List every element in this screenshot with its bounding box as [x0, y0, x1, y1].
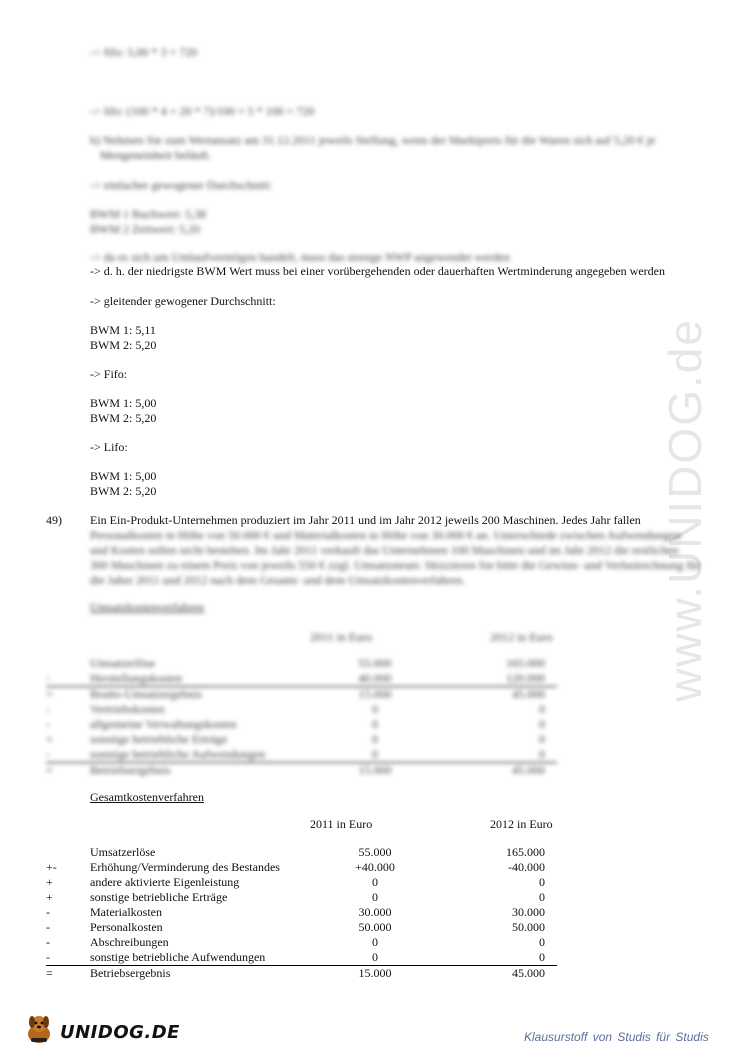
blurred-line: Mengeneinheit beläuft.	[100, 148, 212, 162]
text-line: -> Fifo:	[90, 367, 128, 381]
logo-text: UNIDOG.DE	[60, 1022, 180, 1043]
blurred-line: -> lifo: (100 * 4 + 20 * 7)/100 = 5 * 100 = 720	[90, 104, 315, 118]
text-line: -> Lifo:	[90, 440, 128, 454]
blurred-line: Personalkosten in Höhe von 50.000 € und Materialkosten in Höhe von 30.000 € an. Unterschiede zwischen Aufwendungen	[90, 528, 681, 542]
task-number: 49)	[46, 513, 62, 527]
blurred-line: b) Nehmen Sie zum Wertansatz am 31.12.2011 jeweils Stellung, wenn der Marktpreis für die Waren sich auf 5,20 € je	[90, 133, 656, 147]
table-row: - Materialkosten 30.000 30.000	[46, 905, 545, 919]
unidog-logo[interactable]	[22, 1008, 182, 1048]
table-row: - allgemeine Verwaltungskosten 0 0	[46, 717, 545, 731]
text-line: -> d. h. der niedrigste BWM Wert muss bei einer vorübergehenden oder dauerhaften Wertminderung angegeben werden	[90, 264, 665, 278]
table-row: - sonstige betriebliche Aufwendungen 0 0	[46, 950, 557, 966]
blurred-line: -> da es sich um Umlaufvermögen handelt, muss das strenge NWP angewendet werden	[90, 250, 510, 264]
blurred-line: -> fifo: 5,00 * 3 = 720	[90, 45, 198, 59]
text-line: BWM 1: 5,11	[90, 323, 156, 337]
watermark: www.UNIDOG.de	[659, 318, 711, 702]
blurred-line: die Jahre 2011 und 2012 nach dem Gesamt- und dem Umsatzkostenverfahren.	[90, 573, 466, 587]
table-row: = Brutto-Umsatzergebnis 15.000 45.000	[46, 687, 545, 701]
table-row: + andere aktivierte Eigenleistung 0 0	[46, 875, 545, 889]
table-row: - Personalkosten 50.000 50.000	[46, 920, 545, 934]
blurred-line: -> einfacher gewogener Durchschnitt:	[90, 178, 273, 192]
text-line: BWM 1: 5,00	[90, 396, 157, 410]
text-line: -> gleitender gewogener Durchschnitt:	[90, 294, 276, 308]
gkv-col-2011: 2011 in Euro	[310, 817, 373, 831]
blurred-line: BWM 1 Buchwert: 5,38	[90, 207, 206, 221]
table-row: - sonstige betriebliche Aufwendungen 0 0	[46, 747, 557, 763]
ukv-col-2012: 2012 in Euro	[490, 630, 553, 644]
ukv-title: Umsatzkostenverfahren	[90, 600, 204, 614]
gkv-title: Gesamtkostenverfahren	[90, 790, 204, 804]
ukv-col-2011: 2011 in Euro	[310, 630, 373, 644]
table-row: + sonstige betriebliche Erträge 0 0	[46, 732, 545, 746]
text-line: BWM 2: 5,20	[90, 484, 157, 498]
table-row: - Herstellungskosten 40.000 120.000	[46, 671, 557, 687]
ukv-table	[46, 656, 557, 778]
blurred-line: und Kosten sollen nicht bestehen. Im Jahr 2011 verkauft das Unternehmen 100 Maschinen und im Jahr 2012 die restlichen	[90, 543, 679, 557]
blurred-line: 300 Maschinen zu einem Preis von jeweils 550 € zzgl. Umsatzsteuer. Skizzieren Sie bitte die Gewinn- und Verlustrechnung für	[90, 558, 701, 572]
dog-mascot-icon	[22, 1012, 56, 1046]
gkv-table	[46, 845, 557, 981]
gkv-col-2012: 2012 in Euro	[490, 817, 553, 831]
table-row: + sonstige betriebliche Erträge 0 0	[46, 890, 545, 904]
table-row: - Vertriebskosten 0 0	[46, 702, 545, 716]
task-text: Ein Ein-Produkt-Unternehmen produziert im Jahr 2011 und im Jahr 2012 jeweils 200 Maschinen. Jedes Jahr fallen	[90, 513, 641, 527]
table-row: = Betriebsergebnis 15.000 45.000	[46, 966, 545, 980]
footer-tagline: Klausurstoff von Studis für Studis	[524, 1030, 709, 1044]
blurred-line: BWM 2 Zeitwert: 5,20	[90, 222, 200, 236]
table-row: Umsatzerlöse 55.000 165.000	[90, 845, 545, 859]
text-line: BWM 2: 5,20	[90, 411, 157, 425]
table-row: Umsatzerlöse 55.000 165.000	[90, 656, 545, 670]
text-line: BWM 1: 5,00	[90, 469, 157, 483]
text-line: BWM 2: 5,20	[90, 338, 157, 352]
table-row: - Abschreibungen 0 0	[46, 935, 545, 949]
table-row: = Betriebsergebnis 15.000 45.000	[46, 763, 545, 777]
table-row: +- Erhöhung/Verminderung des Bestandes +40.000 -40.000	[46, 860, 545, 874]
